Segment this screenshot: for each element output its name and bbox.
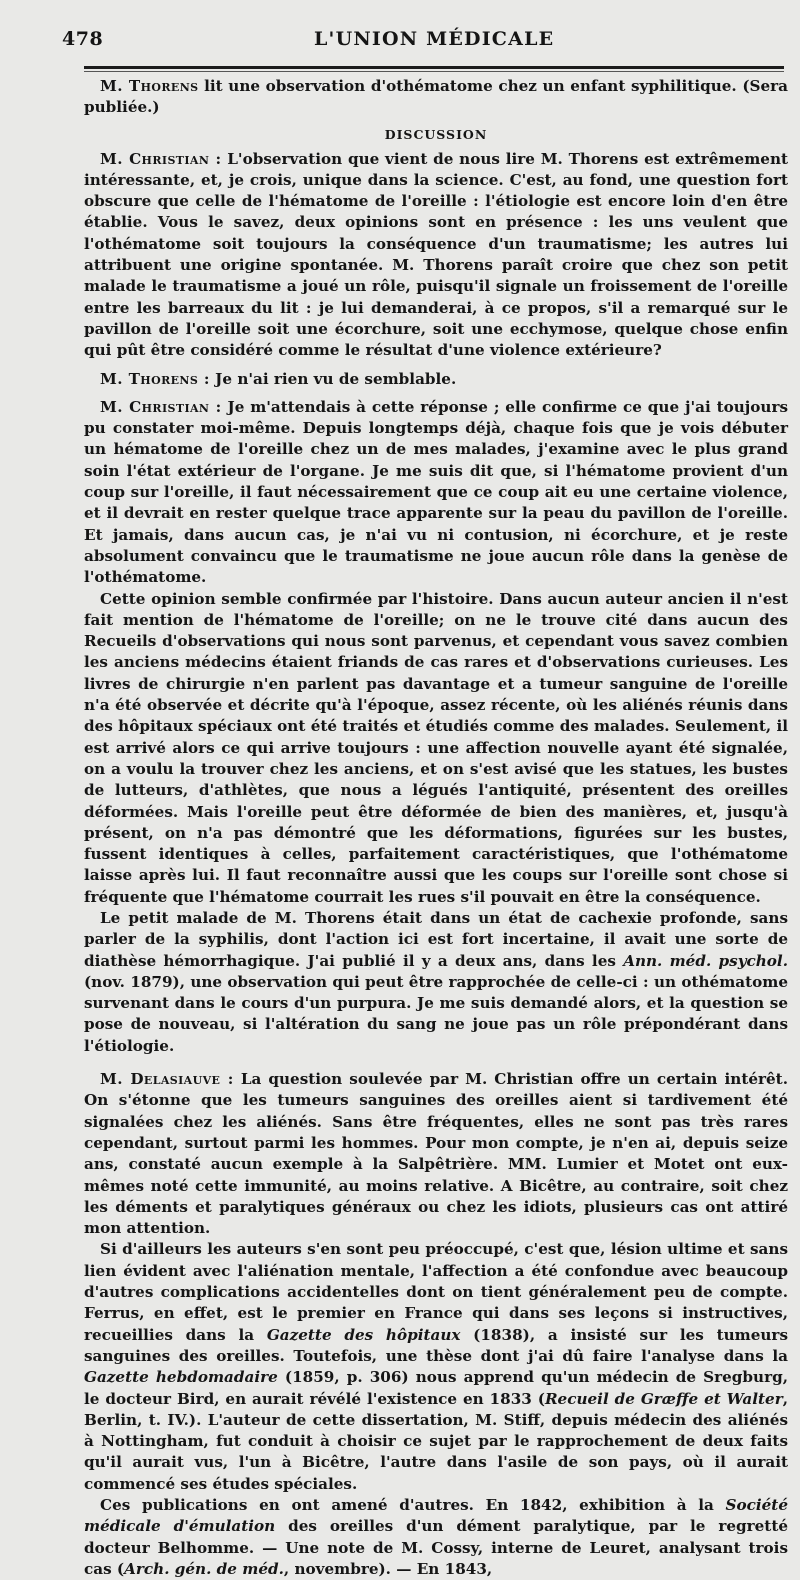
paragraph-text: Ces publications en ont amené d'autres. En 1842, exhibition à la: [100, 1496, 726, 1514]
section-heading: DISCUSSION: [384, 126, 488, 142]
citation: Gazette hebdomadaire: [84, 1368, 278, 1387]
paragraph-auteurs: [84, 1239, 788, 1495]
paragraph-delasiauve: [84, 1069, 788, 1239]
paragraph-petit-malade: [84, 908, 788, 1057]
paragraph-text: (nov. 1879), une observation qui peut être rapprochée de celle-ci : un othématome survenant dans le cours d'un purpura. Je me suis demandé alors, et la question se pose de nouveau, si l'altération du sang ne joue pas un rôle prépondérant dans l'étiologie.: [84, 972, 788, 1055]
paragraph-thorens-reply: [84, 369, 788, 390]
speaker-name: M. Thorens :: [100, 369, 210, 388]
article-body: [84, 76, 788, 1580]
citation: Ann. méd. psychol.: [623, 951, 788, 970]
citation: Arch. gén. de méd.: [124, 1559, 284, 1578]
header-rule: [84, 66, 784, 69]
paragraph-text: Je n'ai rien vu de semblable.: [209, 369, 457, 388]
page-number: 478: [62, 28, 104, 50]
running-header: [0, 28, 800, 68]
speaker-name: M. Christian :: [100, 149, 222, 168]
paragraph-christian-2: [84, 397, 788, 589]
paragraph-text: Si d'ailleurs les auteurs s'en sont peu préoccupé, c'est que, lésion ultime et sans lien évident avec l'aliénation mentale, l'affection a été confondue avec beaucoup d'autres complications accidentelles dont on tient généralement peu de compte. Ferrus, en effet, est le premier en France qui dans ses leçons si instructives, recueillies dans la: [84, 1240, 788, 1344]
paragraph-text: (1859, p. 306) nous apprend qu'un médecin de Sregburg, le docteur Bird, en aurait révélé l'existence en 1833 (: [84, 1368, 788, 1408]
header-rule-thin: [84, 71, 784, 72]
paragraph-publications: [84, 1495, 788, 1580]
paragraph-text: L'observation que vient de nous lire M. Thorens est extrêmement intéressante, et, je crois, unique dans la science. C'est, au fond, une question fort obscure que celle de l'hématome de l'oreille : l'étiologie est encore loin d'en être établie. Vous le savez, deux opinions sont en présence : les uns veulent que l'othématome soit toujours la conséquence d'un traumatisme; les autres lui attribuent une origine spontanée. M. Thorens paraît croire que chez son petit malade le traumatisme a joué un rôle, puisqu'il signale un froissement de l'oreille entre les barreaux du lit : je lui demanderai, à ce propos, s'il a remarqué sur le pavillon de l'oreille soit une écorchure, soit une ecchymose, quelque chose enfin qui pût être considéré comme le résultat d'une violence extérieure?: [84, 149, 788, 360]
paragraph-text: Je m'attendais à cette réponse ; elle confirme ce que j'ai toujours pu constater moi-même. Depuis longtemps déjà, chaque fois que je vois débuter un hématome de l'oreille chez un de mes malades, j'examine avec le plus grand soin l'état extérieur de l'organe. Je me suis dit que, si l'hématome provient d'un coup sur l'oreille, il faut nécessairement que ce coup ait eu une certaine violence, et il devrait en rester quelque trace apparente sur la peau du pavillon de l'oreille. Et jamais, dans aucun cas, je n'ai vu ni contusion, ni écorchure, et je reste absolument convaincu que le traumatisme ne joue aucun rôle dans la genèse de l'othématome.: [84, 397, 788, 587]
citation: Recueil de Græffe et Walter: [544, 1389, 783, 1408]
paragraph-christian-1: [84, 149, 788, 362]
paragraph-text: , novembre). — En 1843,: [283, 1559, 493, 1578]
paragraph-text: Le petit malade de M. Thorens était dans un état de cachexie profonde, sans parler de la syphilis, dont l'action ici est fort incertaine, il avait une sorte de diathèse hémorrhagique. J'ai publié il y a deux ans, dans les: [84, 908, 788, 970]
journal-title: L'UNION MÉDICALE: [314, 28, 555, 50]
speaker-name: M. Thorens: [100, 77, 199, 95]
speaker-name: M. Christian :: [100, 397, 222, 416]
citation: Société médicale d'émulation: [84, 1496, 788, 1536]
paragraph-history: Cette opinion semble confirmée par l'histoire. Dans aucun auteur ancien il n'est fait mention de l'hématome de l'oreille; on ne le trouve cité dans aucun des Recueils d'observations qui nous sont parvenus, et cependant vous savez combien les anciens médecins étaient friands de cas rares et d'observations curieuses. Les livres de chirurgie n'en parlent pas davantage et a tumeur sanguine de l'oreille n'a été observée et décrite qu'à l'époque, assez récente, où les aliénés réunis dans des hôpitaux spéciaux ont été traités et étudiés comme des malades. Seulement, il est arrivé alors ce qui arrive toujours : une affection nouvelle ayant été signalée, on a voulu la trouver chez les anciens, et on s'est avisé que les statues, les bustes de lutteurs, d'athlètes, que nous a légués l'antiquité, présentent des oreilles déformées. Mais l'oreille peut être déformée de bien des manières, et, jusqu'à présent, on n'a pas démontré que les déformations, figurées sur les bustes, fussent identiques à celles, parfaitement caractéristiques, que l'othématome laisse après lui. Il faut reconnaître aussi que les coups sur l'oreille sont chose si fréquente que l'hématome courrait les rues s'il pouvait en être la conséquence.: [84, 589, 788, 906]
paragraph-text: des oreilles d'un dément paralytique, par le regretté docteur Belhomme. — Une note de M. Cossy, interne de Leuret, analysant trois cas (: [84, 1517, 789, 1578]
speaker-name: M. Delasiauve :: [100, 1070, 234, 1089]
paragraph-text: (1838), a insisté sur les tumeurs sanguines des oreilles. Toutefois, une thèse dont j'ai dû faire l'analyse dans la: [84, 1325, 788, 1365]
paragraph-text: , Berlin, t. IV.). L'auteur de cette dissertation, M. Stiff, depuis médecin des aliénés à Nottingham, fut conduit à choisir ce sujet par le rapprochement de deux faits qu'il aurait vus, l'un à Bicêtre, l'autre dans l'asile de son pays, où il aurait commencé ses études spéciales.: [84, 1389, 788, 1493]
paragraph-text: lit une observation d'othématome chez un enfant syphilitique. (Sera publiée.): [84, 77, 788, 117]
paragraph-thorens-intro: [84, 76, 788, 119]
paragraph-text: La question soulevée par M. Christian offre un certain intérêt. On s'étonne que les tumeurs sanguines des oreilles aient si tardivement été signalées chez les aliénés. Sans être fréquentes, elles ne sont pas très rares cependant, surtout parmi les hommes. Pour mon compte, je n'en ai, depuis seize ans, constaté aucun exemple à la Salpêtrière. MM. Lumier et Motet ont eux-mêmes noté cette immunité, au moins relative. A Bicêtre, au contraire, soit chez les déments et paralytiques généraux ou chez les idiots, plusieurs cas ont attiré mon attention.: [84, 1070, 788, 1238]
citation: Gazette des hôpitaux: [266, 1325, 461, 1344]
